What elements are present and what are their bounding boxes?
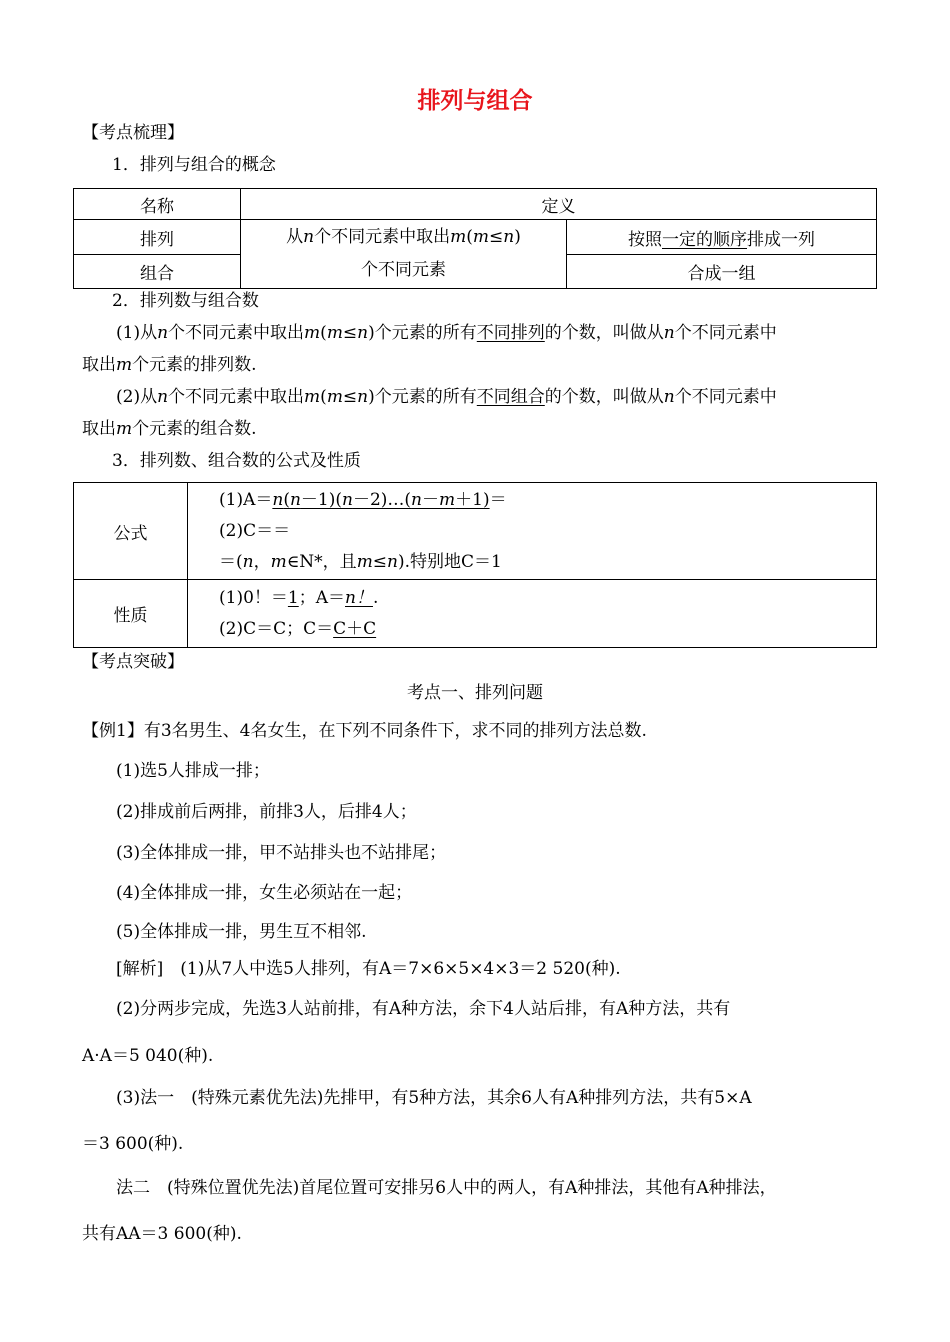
- question-2: (2)排成前后两排，前排3人，后排4人；: [116, 802, 417, 822]
- paragraph-combination-number-cont: 取出m个元素的组合数.: [82, 419, 257, 439]
- row-permutation-def: 按照一定的顺序排成一列: [567, 220, 877, 255]
- property-line-1: (1)0！＝1；A＝n！.: [219, 587, 379, 608]
- solution-2-cont: A·A＝5 040(种).: [82, 1046, 214, 1066]
- row-combination-def: 合成一组: [567, 255, 877, 289]
- solution-3-cont: ＝3 600(种).: [82, 1134, 184, 1154]
- row-permutation-name: 排列: [74, 220, 241, 255]
- formula-table: [73, 482, 877, 648]
- paragraph-combination-number: (2)从n个不同元素中取出m(m≤n)个元素的所有不同组合的个数，叫做从n个不同元素中: [116, 387, 777, 407]
- property-line-2: (2)C＝C；C＝C＋C: [219, 618, 377, 639]
- example-statement: 【例1】有3名男生、4名女生，在下列不同条件下，求不同的排列方法总数.: [82, 721, 647, 741]
- solution-1: [解析] (1)从7人中选5人排列，有A＝7×6×5×4×3＝2 520(种).: [116, 959, 621, 979]
- common-definition: 从n个不同元素中取出m(m≤n) 个不同元素: [241, 220, 567, 289]
- concept-table: [73, 188, 877, 289]
- question-4: (4)全体排成一排，女生必须站在一起；: [116, 883, 413, 903]
- item-heading-formulas: 3．排列数、组合数的公式及性质: [112, 451, 361, 471]
- page-title: 排列与组合: [417, 88, 533, 114]
- header-name: 名称: [74, 189, 241, 220]
- header-definition: 定义: [241, 189, 877, 220]
- question-1: (1)选5人排成一排；: [116, 761, 270, 781]
- item-heading-numbers: 2．排列数与组合数: [112, 291, 259, 311]
- formula-label: 公式: [74, 483, 188, 580]
- formula-cell: [188, 483, 877, 580]
- paragraph-permutation-number: (1)从n个不同元素中取出m(m≤n)个元素的所有不同排列的个数，叫做从n个不同元素中: [116, 323, 777, 343]
- section-heading-review: 【考点梳理】: [82, 123, 184, 143]
- solution-2: (2)分两步完成，先选3人站前排，有A种方法，余下4人站后排，有A种方法，共有: [116, 999, 731, 1019]
- paragraph-permutation-number-cont: 取出m个元素的排列数.: [82, 355, 257, 375]
- formula-line-1: (1)A＝n(n－1)(n－2)…(n－m＋1)＝: [219, 489, 507, 510]
- question-3: (3)全体排成一排，甲不站排头也不站排尾；: [116, 843, 447, 863]
- question-5: (5)全体排成一排，男生互不相邻.: [116, 922, 367, 942]
- solution-4: 法二 (特殊位置优先法)首尾位置可安排另6人中的两人，有A种排法，其他有A种排法，: [116, 1178, 777, 1198]
- solution-4-cont: 共有AA＝3 600(种).: [82, 1224, 242, 1244]
- property-cell: [188, 580, 877, 648]
- row-combination-name: 组合: [74, 255, 241, 289]
- subsection-title: 考点一、排列问题: [407, 683, 543, 703]
- solution-3: (3)法一 (特殊元素优先法)先排甲，有5种方法，其余6人有A种排列方法，共有5×A: [116, 1088, 752, 1108]
- section-heading-breakthrough: 【考点突破】: [82, 652, 184, 672]
- property-label: 性质: [74, 580, 188, 648]
- formula-line-3: ＝(n，m∈N*，且m≤n).特别地C＝1: [219, 551, 502, 572]
- item-heading-concepts: 1．排列与组合的概念: [112, 155, 276, 175]
- formula-line-2: (2)C＝＝: [219, 520, 291, 541]
